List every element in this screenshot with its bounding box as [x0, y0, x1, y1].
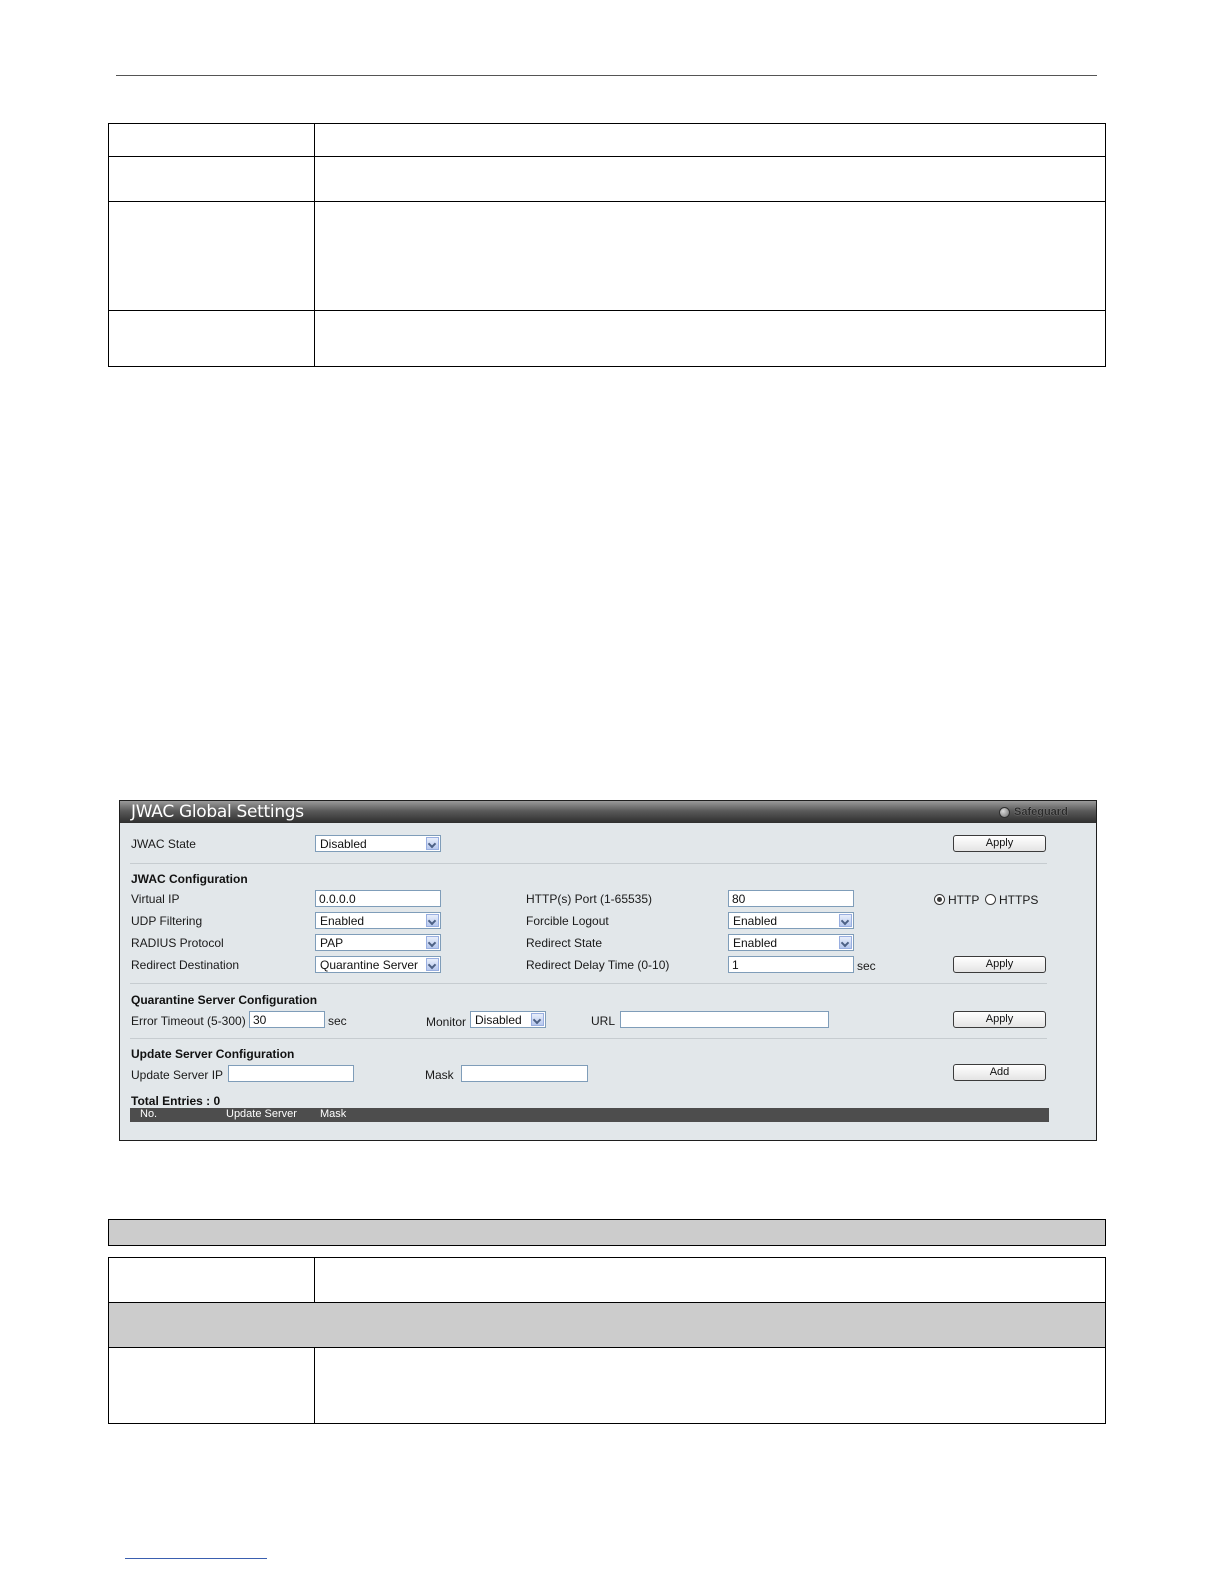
forcible-logout-label: Forcible Logout [526, 914, 609, 928]
monitor-value: Disabled [475, 1013, 522, 1027]
mask-label: Mask [425, 1068, 454, 1082]
column-header-mask: Mask [320, 1108, 347, 1120]
panel-title: JWAC Global Settings [131, 802, 304, 822]
redirect-state-select[interactable] [728, 934, 854, 951]
jwac-global-settings-panel [119, 800, 1097, 1141]
redirect-destination-label: Redirect Destination [131, 958, 240, 972]
chevron-down-icon[interactable] [531, 1013, 544, 1026]
redirect-destination-value: Quarantine Server [320, 958, 419, 972]
table-cell [109, 202, 315, 311]
section-divider [130, 983, 1047, 984]
http-port-input[interactable]: 80 [728, 890, 854, 907]
https-radio[interactable] [985, 894, 996, 905]
mask-input[interactable] [461, 1065, 588, 1082]
chevron-down-icon[interactable] [839, 936, 852, 949]
quarantine-server-apply-button[interactable]: Apply [953, 1011, 1046, 1028]
table-cell [315, 311, 1106, 367]
panel-title-bar [120, 801, 1096, 823]
radius-protocol-label: RADIUS Protocol [131, 936, 224, 950]
table-cell [109, 157, 315, 202]
parameter-table-header [108, 1219, 1106, 1246]
radius-protocol-value: PAP [320, 936, 344, 950]
jwac-state-label: JWAC State [131, 837, 196, 851]
forcible-logout-value: Enabled [733, 914, 778, 928]
monitor-label: Monitor [426, 1015, 467, 1029]
udp-filtering-value: Enabled [320, 914, 365, 928]
jwac-state-apply-button[interactable]: Apply [953, 835, 1046, 852]
jwac-configuration-apply-button[interactable]: Apply [953, 956, 1046, 973]
radius-protocol-select[interactable] [315, 934, 441, 951]
url-label: URL [591, 1014, 616, 1028]
column-header-update-server: Update Server [226, 1108, 297, 1120]
update-server-heading: Update Server Configuration [131, 1047, 295, 1061]
table-cell [109, 1303, 1106, 1348]
update-server-ip-input[interactable] [228, 1065, 354, 1082]
jwac-state-value: Disabled [320, 837, 367, 851]
table-cell [315, 157, 1106, 202]
table-cell [315, 124, 1106, 157]
safeguard-indicator-icon [999, 807, 1010, 818]
chevron-down-icon[interactable] [426, 837, 439, 850]
update-server-ip-label: Update Server IP [131, 1068, 224, 1082]
jwac-configuration-heading: JWAC Configuration [131, 872, 248, 886]
udp-filtering-select[interactable] [315, 912, 441, 929]
table-cell [315, 1258, 1106, 1303]
parameter-table-bottom [108, 1257, 1106, 1424]
page-header-rule [116, 75, 1097, 76]
jwac-state-select[interactable] [315, 835, 441, 852]
virtual-ip-label: Virtual IP [131, 892, 180, 906]
redirect-delay-input[interactable]: 1 [728, 956, 854, 973]
redirect-delay-label: Redirect Delay Time (0-10) [526, 958, 670, 972]
update-server-add-button[interactable]: Add [953, 1064, 1046, 1081]
quarantine-server-heading: Quarantine Server Configuration [131, 993, 318, 1007]
redirect-destination-select[interactable] [315, 956, 441, 973]
table-cell [109, 1220, 1106, 1246]
url-input[interactable] [620, 1011, 829, 1028]
chevron-down-icon[interactable] [426, 958, 439, 971]
udp-filtering-label: UDP Filtering [131, 914, 203, 928]
safeguard-label: Safeguard [1014, 806, 1068, 818]
section-divider [130, 863, 1047, 864]
total-entries-label: Total Entries : 0 [131, 1094, 221, 1108]
virtual-ip-input[interactable]: 0.0.0.0 [315, 890, 441, 907]
page-footer-link-rule [125, 1558, 267, 1559]
column-header-no: No. [140, 1108, 158, 1120]
error-timeout-unit: sec [328, 1014, 347, 1028]
redirect-delay-unit: sec [857, 959, 876, 973]
http-port-label: HTTP(s) Port (1-65535) [526, 892, 653, 906]
table-cell [315, 202, 1106, 311]
section-divider [130, 1038, 1047, 1039]
http-radio-label: HTTP [948, 893, 980, 907]
redirect-state-label: Redirect State [526, 936, 603, 950]
forcible-logout-select[interactable] [728, 912, 854, 929]
table-cell [109, 1258, 315, 1303]
error-timeout-label: Error Timeout (5-300) [131, 1014, 246, 1028]
chevron-down-icon[interactable] [426, 914, 439, 927]
error-timeout-input[interactable]: 30 [249, 1011, 325, 1028]
parameter-table-top [108, 123, 1106, 367]
chevron-down-icon[interactable] [426, 936, 439, 949]
redirect-state-value: Enabled [733, 936, 778, 950]
monitor-select[interactable] [470, 1011, 546, 1028]
entries-table-header [130, 1108, 1049, 1122]
http-radio[interactable] [934, 894, 945, 905]
table-cell [109, 124, 315, 157]
chevron-down-icon[interactable] [839, 914, 852, 927]
table-cell [315, 1348, 1106, 1424]
https-radio-label: HTTPS [999, 893, 1039, 907]
table-cell [109, 311, 315, 367]
table-cell [109, 1348, 315, 1424]
